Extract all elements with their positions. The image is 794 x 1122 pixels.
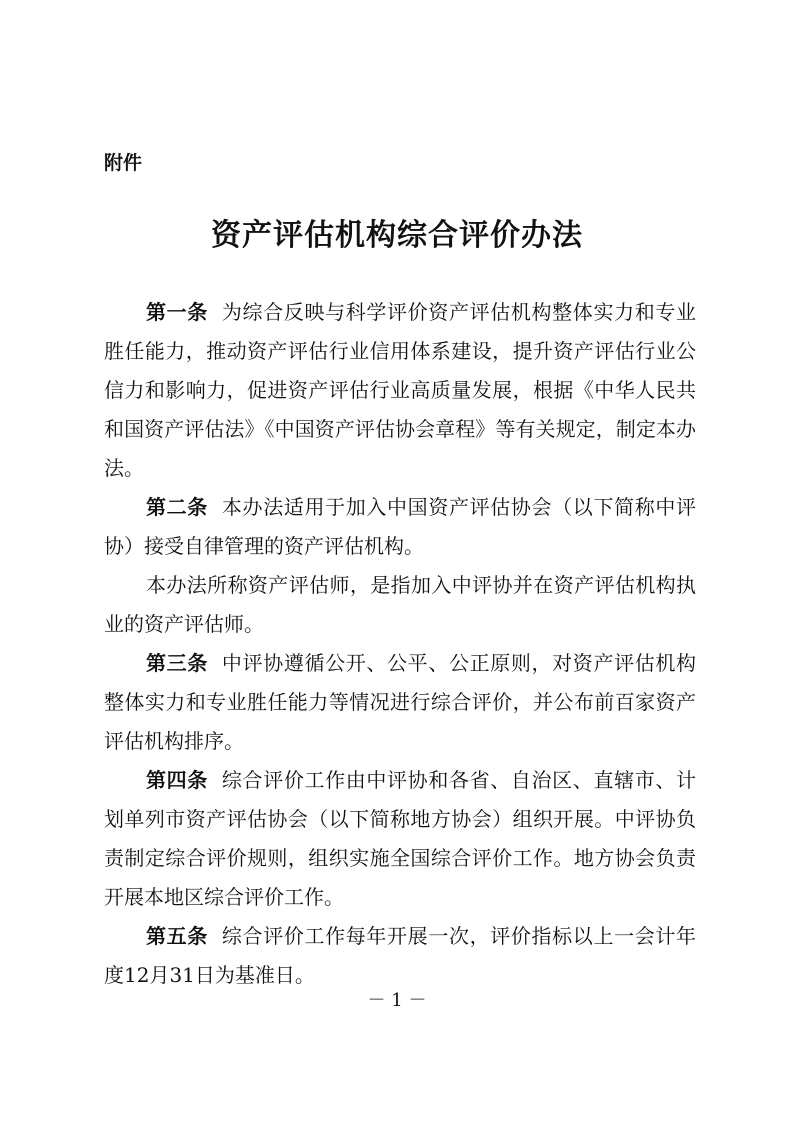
page-number: － 1 － <box>367 990 427 1011</box>
article-3-text: 中评协遵循公开、公平、公正原则，对资产评估机构整体实力和专业胜任能力等情况进行综合评价，并公布前百家资产评估机构排序。 <box>104 651 697 753</box>
document-title: 资产评估机构综合评价办法 <box>211 218 583 253</box>
article-3 <box>104 644 696 761</box>
article-2-text: 本办法适用于加入中国资产评估协会（以下简称中评协）接受自律管理的资产评估机构。 <box>104 495 697 558</box>
article-5-number: 第五条 <box>146 924 208 948</box>
document-body <box>104 293 696 995</box>
article-5 <box>104 917 696 995</box>
article-3-number: 第三条 <box>146 651 208 675</box>
article-1-number: 第一条 <box>146 300 208 324</box>
article-2 <box>104 488 696 566</box>
article-4-text: 综合评价工作由中评协和各省、自治区、直辖市、计划单列市资产评估协会（以下简称地方协会）组织开展。中评协负责制定综合评价规则，组织实施全国综合评价工作。地方协会负责开展本地区综合评价工作。 <box>104 768 697 909</box>
article-1 <box>104 293 696 488</box>
attachment-label: 附件 <box>104 152 143 174</box>
article-2-number: 第二条 <box>146 495 208 519</box>
article-1-text: 为综合反映与科学评价资产评估机构整体实力和专业胜任能力，推动资产评估行业信用体系建设，提升资产评估行业公信力和影响力，促进资产评估行业高质量发展，根据《中华人民共和国资产评估法》《中国资产评估协会章程》等有关规定，制定本办法。 <box>104 300 697 480</box>
article-2-extra-paragraph: 本办法所称资产评估师，是指加入中评协并在资产评估机构执业的资产评估师。 <box>104 573 696 636</box>
article-4-number: 第四条 <box>146 768 208 792</box>
article-4 <box>104 761 696 917</box>
article-5-text: 综合评价工作每年开展一次，评价指标以上一会计年度12月31日为基准日。 <box>104 924 697 987</box>
